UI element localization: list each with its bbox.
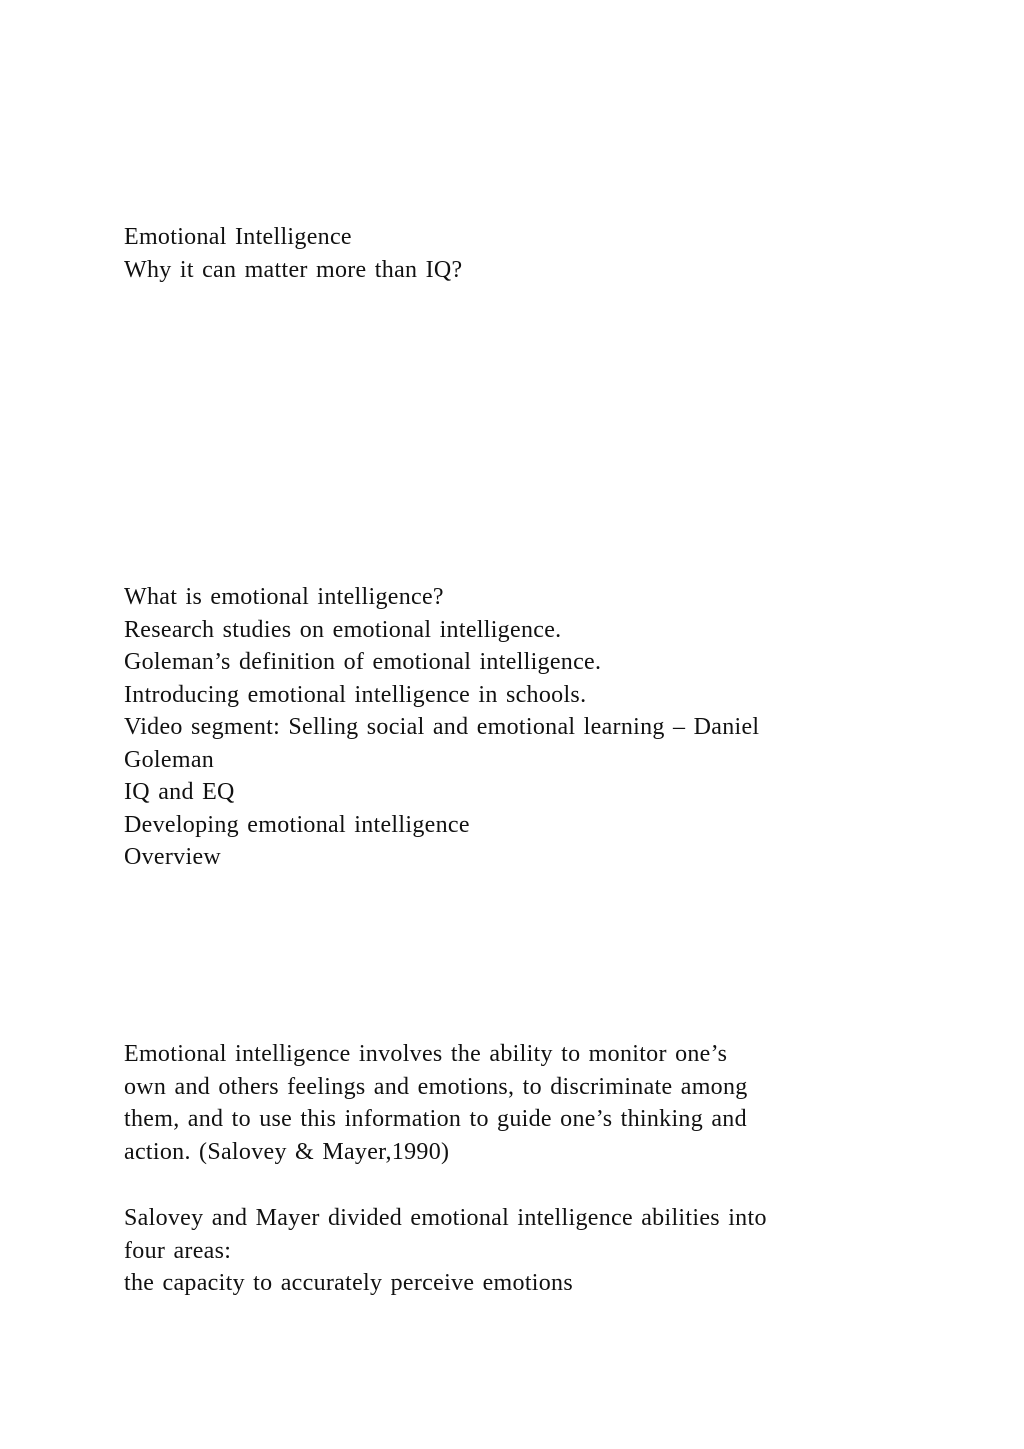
text-line: What is emotional intelligence? [124, 584, 444, 610]
text-line: Salovey and Mayer divided emotional intelligence abilities into [124, 1205, 767, 1231]
text-line: Overview [124, 844, 222, 870]
areas-paragraph [124, 1202, 904, 1300]
text-line: Introducing emotional intelligence in schools. [124, 681, 587, 708]
text-line: Research studies on emotional intelligence. [124, 616, 562, 643]
text-line: four areas: [124, 1237, 232, 1264]
text-line: Emotional intelligence involves the ability to monitor one’s [124, 1041, 728, 1067]
document-subtitle: Why it can matter more than IQ? [124, 256, 463, 283]
text-line: the capacity to accurately perceive emotions [124, 1270, 573, 1296]
overview-section [124, 581, 904, 874]
text-line: them, and to use this information to guide one’s thinking and [124, 1106, 747, 1132]
definition-paragraph [124, 1038, 904, 1168]
text-line: IQ and EQ [124, 779, 235, 805]
text-line: action. (Salovey & Mayer,1990) [124, 1138, 450, 1165]
document-title: Emotional Intelligence [124, 224, 352, 250]
text-line: Goleman’s definition of emotional intelligence. [124, 649, 602, 675]
title-section [124, 221, 904, 286]
text-line: own and others feelings and emotions, to discriminate among [124, 1073, 748, 1100]
text-line: Goleman [124, 746, 215, 773]
text-line: Video segment: Selling social and emotional learning – Daniel [124, 714, 760, 740]
text-line: Developing emotional intelligence [124, 811, 470, 838]
